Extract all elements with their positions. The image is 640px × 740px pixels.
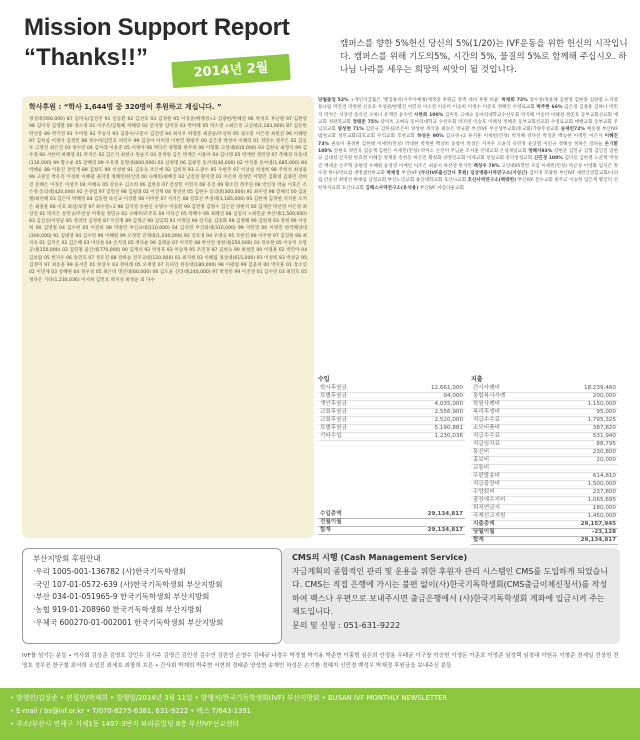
alumni-donors-list: 경성대(590,000) 87 김미숙/김선주 91 신동환 92 김선호 93 김경원 95 이성준/배재영+2 김광현/한혜연 96 박성호 후난병 97 김원영 98 김미경 김영환 00 정소정 01 이주은/김원혜 허해랑 02 문지명 임미경 03 박미혜 05 박소영 +최은경 고신대(1,183,000) 87 김유한 박선증 89 박기연 91 우미원 92 주승석 93 김종수/구문수 김진영 94 최서우 하영분 최준순/조선희 95 권오봉 이은정 최원진 96 이혜현 97 김희섭 이정아 김정민 98 정수미/김민호 허민우 99 김성아 이미영 이현민 황광주 00 김은영 박성아 이혜리 01 정민수 정주은 02 김동우 고명진 최은진 03 정수민 04 김미래 이용준 05 이정아 06 박다은 양형화 한주희 06 이형화 고성대(610,000) 93 김한숙 최형석 99 김우정 00 서한미 하해영 01 박지은 02 김은지 최현나 원술기 03 강정원 김은 박재은 이용아 04 김나영 05 박재현 정민령 07 추혜경 다둥대(110,000) 99 황소운 05 장혜경 09 우유정 동명대(800,000) 02 심원명 06 김광진 동서대(30,000) 02 이석종 동아대(1,685,000) 84 박해순 88 이용진 정인재 89 김창도 90 이성현 91 김동숙 조은예 92 김희정 93 도광수 95 우현주 97 이상섭 허성희 98 주희선 최성용 99 고원인 박유리 이경희 이혜광 권지영 정혜민/한인영 00 나혜민/최혜진 02 남진영 황지영 01 이은희 강성민 이형민 김화영 김종민 강희진 문혜은 이경은 이설주 04 이혜숙 05 강승우 김소희 06 김한송 07 안장민 이민지 08 유진 09 황소민 정주연 08 박인경 박슬 이효은 조은정 동의대(420,000) 92 손경엽 97 김민선 98 김필례 02 이진혁 04 정연선 05 김현수 동의대(300,000) 91 최우영 98 장해석 00 김윤별/최선혜 03 김은미 박혜영 04 김동현 독신교 이상환 06 이미란 07 서지은 08 강효선 부경대(1,185,000) 95 김한제 김정현 석지훈 오지은 최종훈 96 이호 최길/보영 97 최수영+2 98 김지영 송현신 우명수 이승환 99 김민정 김명수 김은진 양현석 00 김재만 박선영 이은정 최상진 01 박지은 송민규/주연성 이재길 정민규 02 구해주/조주호 04 이다곤 05 박혜수 06 최혜연 08 김일지 +최민균 부산대(1,500,000) 83 김진웅/이영균 85 정의탁 김정현 87 이진명 89 김정근 90 김임회 91 이정일 94 강지윤 김송화 98 김명해 99 김원재 93 정현 96 이상희 00 김영철 04 김수현 05 이진희 08 박종민 부산교대(110,000) 04 김지영 부산외대(310,000) 99 이민영 00 이정민 한국해양대(300,000) 91 김대영 94 김수민 96 이혜원 99 오정민 인제대(1,030,000) 92 강호경 94 우명숙 95 조한진 96 이주현 97 김진원 98 최지유 01 김지은 02 김은혜 03 이다솔 04 손지영 05 정다운 06 김태윤 07 이지민 08 박서연 창원대(250,000) 03 정보현 05 이승미 포항공대(150,000) 02 김민철 울산대(770,000) 90 김재석 92 박성호 93 이승재 95 조민경 97 김현숙 99 최성민 00 이정훈 02 박민아 04 김보람 05 한지우 06 송민호 07 정유진 08 강하늘 진주교대(120,000) 01 최지현 03 이혜림 경상대(615,000) 91 이성희 93 박상균 95 김정미 97 최동훈 99 윤서진 01 한상우 03 정미래 05 오세영 07 유다인 한동대(180,000) 98 이광섭 99 김윤희 00 박지훈 01 장소연 02 이민재 03 강혜원 04 정우성 05 최은비 영산대(60,000) 06 김도윤 신라대(240,000) 97 박정민 99 이진영 01 김수빈 03 최민호 05 정다은 기타(1,230,036) 이서희 김민호 박지성 최정윤 외 다수 — [29, 117, 307, 283]
expense-row — [471, 433, 618, 441]
expense-label: 지급임차료 — [471, 441, 542, 449]
expense-row — [471, 425, 618, 433]
cms-title: CMS의 시행 (Cash Management Service) — [292, 553, 468, 562]
income-total-value: 29,134,817 — [383, 511, 465, 519]
expense-value: 531,940 — [542, 433, 618, 441]
income-spacer-row — [318, 469, 465, 476]
account-info-box — [22, 548, 282, 644]
expense-label: 간사사례비 — [471, 385, 542, 393]
cms-info-box — [282, 548, 620, 644]
expense-row — [471, 409, 618, 417]
account-line: ·농협 919-01-208960 한국기독학생회 부산지방회 — [33, 605, 202, 615]
expense-label: 소모비품비 — [471, 425, 542, 433]
income-label: 기타수입 — [318, 433, 383, 441]
alumni-donors-header: 학사후원 : “학사 1,644명 중 320명이 후원하고 계십니다. ” — [29, 103, 222, 111]
account-line: ·국민 107-01-0572-639 (사)한국기독학생회 부산지방회 — [33, 579, 223, 589]
income-total-row — [318, 527, 465, 535]
income-label: 특별후원금 — [318, 425, 383, 433]
income-total-value: 29,134,817 — [383, 527, 465, 535]
expense-row — [471, 497, 618, 505]
income-value: 12,661,000 — [383, 385, 465, 393]
expense-row — [471, 489, 618, 497]
expense-value: 1,795,325 — [542, 417, 618, 425]
income-spacer-row — [318, 483, 465, 490]
expense-value: 1,065,695 — [542, 497, 618, 505]
expense-total-value: 29,134,817 — [542, 537, 618, 545]
expense-value: 180,000 — [542, 505, 618, 513]
expense-value: 230,800 — [542, 449, 618, 457]
income-total-row — [318, 511, 465, 519]
expense-value: 1,150,000 — [542, 401, 618, 409]
expense-value: 18,239,460 — [542, 385, 618, 393]
income-spacer-row — [318, 462, 465, 469]
income-total-label: 수입총액 — [318, 511, 383, 519]
expense-value: 237,800 — [542, 489, 618, 497]
expense-total-value: 29,157,945 — [542, 521, 618, 529]
expense-label: 교통비 — [471, 465, 542, 473]
alumni-donors-panel — [22, 96, 314, 538]
footer-publisher: • 발행인/김상준 • 편집인/박재희 • 발행일/2014년 3월 11일 • 발행처/한국기독학생회(IVF) 부산지방회 • BUSAN IVF MONTHLY NEWSLETTER — [10, 694, 448, 702]
expense-row — [471, 441, 618, 449]
footer-contact: • E-mail / bs@ivf.or.kr • T/070-8275-6381, 631-9222 • 팩스 T/643-1391 — [10, 707, 252, 715]
expense-row — [471, 393, 618, 401]
expense-total-label: 당월이월 — [471, 529, 542, 537]
expense-row — [471, 473, 618, 481]
income-label: 개인후원금 — [318, 401, 383, 409]
intro-text: 캠퍼스를 향한 5%헌신 당신의 5%(1/20)는 IVF운동을 위한 헌신의 시작입니다. 캠퍼스를 위해 기도의5%, 시간의 5%, 물질의 5%로 함께해 주십시오. 하나님 나라를 세우는 희망의 씨앗이 될 것입니다. — [340, 39, 628, 75]
income-value: 1,230,036 — [383, 433, 465, 441]
expense-label: 출장예수지비 — [471, 497, 542, 505]
expense-value: 387,820 — [542, 425, 618, 433]
date-badge: 2014년 2월 — [171, 54, 291, 88]
income-total-label: 전월이월 — [318, 519, 383, 527]
income-row — [318, 393, 465, 401]
expense-table — [471, 385, 618, 545]
expense-label: 통신비 — [471, 449, 542, 457]
expense-row — [471, 417, 618, 425]
expense-total-row — [471, 537, 618, 545]
income-row — [318, 409, 465, 417]
income-spacer-row — [318, 448, 465, 455]
expense-total-row — [471, 521, 618, 529]
expense-label: 홍보비 — [471, 457, 542, 465]
income-value: 4,035,000 — [383, 401, 465, 409]
income-spacer-row — [318, 441, 465, 449]
expense-total-label: 지출총액 — [471, 521, 542, 529]
expense-value: 88,795 — [542, 441, 618, 449]
expense-label: 학원사례비 — [471, 401, 542, 409]
income-row — [318, 433, 465, 441]
cms-contact: 문의 및 신청 : 051-631-9222 — [292, 620, 401, 630]
footer-address: • 주소/부산시 연제구 거제1동 1497-3번지 파라론빌딩 8층 부산IVF선교센터 — [10, 720, 239, 728]
expense-value — [542, 465, 618, 473]
expense-label: 수양회비 — [471, 489, 542, 497]
income-total-value — [383, 519, 465, 527]
income-row — [318, 385, 465, 393]
finance-summary — [318, 374, 618, 545]
income-label: 교회후원금 — [318, 409, 383, 417]
expense-row — [471, 465, 618, 473]
income-label: 특별후원금 — [318, 393, 383, 401]
income-value: 5,190,881 — [383, 425, 465, 433]
expense-label: 국제선교지원 — [471, 513, 542, 521]
income-column — [318, 374, 465, 545]
expense-label: 퇴직연금지 — [471, 505, 542, 513]
income-spacer-row — [318, 504, 465, 511]
account-line: ·부산 034-01-051965-9 한국기독학생회 부산지방회 — [33, 592, 210, 602]
income-row — [318, 417, 465, 425]
income-value: 2,556,900 — [383, 409, 465, 417]
expense-value: 1,450,000 — [542, 513, 618, 521]
income-row — [318, 401, 465, 409]
income-value: 2,520,000 — [383, 417, 465, 425]
expense-row — [471, 401, 618, 409]
expense-row — [471, 385, 618, 393]
expense-value: 1,500,000 — [542, 481, 618, 489]
supporters-note: IVF를 섬기는 분들 • 이사회 김상준 김영호 강민수 김기주 김명근 김민성 김수연 김한성 손영수 김태규 나경수 박경철 박기용 박준현 이홍범 심은희 안정용 우태균 이구창 이승헌 이영돈 이준호 이영준 임정택 임정대 이원유 이형준 천세일 전상원 전영호 정우진 한구철 최서희 조성진 최세호 최창희 흐른 • 간사회 박재희 박주현 서현희 정태준 양성현 송재빈 하성은 손기환 정혜지 신민경 백성우 박채정 후원금을 보내주신 분들 — [22, 653, 619, 669]
expense-value: 20,000 — [542, 457, 618, 465]
expense-row — [471, 449, 618, 457]
income-spacer-row — [318, 455, 465, 462]
income-value: 94,000 — [383, 393, 465, 401]
account-line: ·우체국 600270-01-002001 한국기독학생회 부산지방회 — [33, 617, 224, 627]
expense-value: 200,000 — [542, 393, 618, 401]
expense-total-row — [471, 529, 618, 537]
account-title: 부산지방회 후원안내 — [33, 554, 101, 563]
expense-value: 95,000 — [542, 409, 618, 417]
expense-row — [471, 505, 618, 513]
expense-label: 복리후생비 — [471, 409, 542, 417]
income-row — [318, 425, 465, 433]
expense-row — [471, 481, 618, 489]
expense-label: 지급수수료 — [471, 417, 542, 425]
expense-row — [471, 513, 618, 521]
expense-header: 지출 — [471, 376, 483, 383]
income-label: 교회후원금 — [318, 417, 383, 425]
income-spacer-row — [318, 476, 465, 483]
report-subtitle: “Thanks!!” — [24, 44, 149, 71]
report-title: Mission Support Report — [24, 14, 290, 41]
income-spacer-row — [318, 497, 465, 504]
cms-body: 자금계획의 종합적인 관리 및 운용을 위한 후원자 관리 시스템인 CMS를 도입하게 되었습니다. CMS는 직접 은행에 가시는 불편 없이(사)한국기독학생회(CMS출금이체신청서)를 작성하여 팩스나 우편으로 보내주시면 출금은행에서 (사)한국기독학생회 계좌에 입금시켜 주는 제도입니다. — [292, 567, 609, 617]
income-total-label: 합계 — [318, 527, 383, 535]
account-line: ·우리 1005-001-136782 (사)한국기독학생회 — [33, 566, 186, 576]
income-header: 수입 — [318, 376, 330, 383]
expense-column — [471, 374, 618, 545]
income-table — [318, 385, 465, 535]
expense-label: 지급수수료 — [471, 433, 542, 441]
expense-total-label: 합계 — [471, 537, 542, 545]
income-label: 학사후원금 — [318, 385, 383, 393]
income-total-row — [318, 519, 465, 527]
expense-label: 우편발송비 — [471, 473, 542, 481]
expense-total-value: -23,128 — [542, 529, 618, 537]
staff-donors-list: 당월졸업 52% +개인지급률은 '별점용비(사무사예정)재정중 후원금 총액 대비 후원 비율' 박재희 73% 강수정/정윤채 김현영 김현종 김판중 노지영 류나림 박진영 박정현 신승호 우성관/한명진 이민경 이소영 이승미 이승희 이정수 이준호 정혜인 수영로교회 박주현 66% 김은경 김종훈 김하나 박민지 박지은 서상연 송유진 오하나 유재민 윤수빈 서현희 100% 김미옥 고애숙 동아리대학교수선우회 박지혜 이승미 이해성 정준호 동부교회선교회 에 교회 정관복교회 정태준 75% 강미옥 고애숙 동아리대학교 수선우회 박지영 이승호 이해성 정혜준 동부교회선교회 수영로교회 에벤교회 동부교회 주님의교회 양성현 71% 김민규 김한길/조은미 양성현 정석중 최승은 박규환 부산IVF 무산성부교회/흥교회/가양주성교회 송재빈72% 배승철 부산IVF 범천교회 성민교회/과호교회 우리교회 호천교회 하성은 90% 김나경+2 류지훈 이세빈(민성) 박지혜 강다선 박성준 백승현 이정민 이은지 이혜진 73% 권보미 권정현 김한태 이세빈(민성) 박대현 박재현 백상희 송창미 박성은 서지우 오윤석 유민정 윤상열 이민규 정해성 정하은 강하늘 손기환100% 강현호 곽민욱 김승재 김현은 이세빈(민성) 박미소 손연미 무님운 조서훈 안대교회 은성제일교회 정혜지93% 강현준 김민규 김형 김인진 김현규 김대성 신지원 한효정 이혜진 정재훈 송한동 하은민 황정화 양정인교회 이세교회 창일교회 흥덕창성교회 신민경 100% 김다인 김한결 노준혁 박성진 백세준 손주혁 송원영 우혜원 윤성영 이예린 이조은 최윤서 하선영 한지민 백성우 78% 고신대05학번 모임 이세빈(민성) 박근성 이영화 임지은 정수정 한나/박요섭 생명샘선한교회 박채정 부산IVF (부산IVF출신간사 후원) 임상병플사역연구소(지성근) 김미경 모광현 부산IVF 새번산연합교회/나의집 안준선 최명선 한태섭 남성교회 부산노년교회 용산대학교회 호산나교회 호산사역연구소(백태헌) 부산IVF 문수교회 원주교 이승헌 임은재 황인덕 선한목자교회 호산나교회 김해스사역연구소(유석용) 부산IVF 아름다운교회 — [318, 98, 618, 191]
footer — [0, 688, 640, 740]
expense-row — [471, 457, 618, 465]
expense-label: 지급출장비 — [471, 481, 542, 489]
expense-value: 614,810 — [542, 473, 618, 481]
expense-label: 통합복사사례 — [471, 393, 542, 401]
income-spacer-row — [318, 490, 465, 497]
